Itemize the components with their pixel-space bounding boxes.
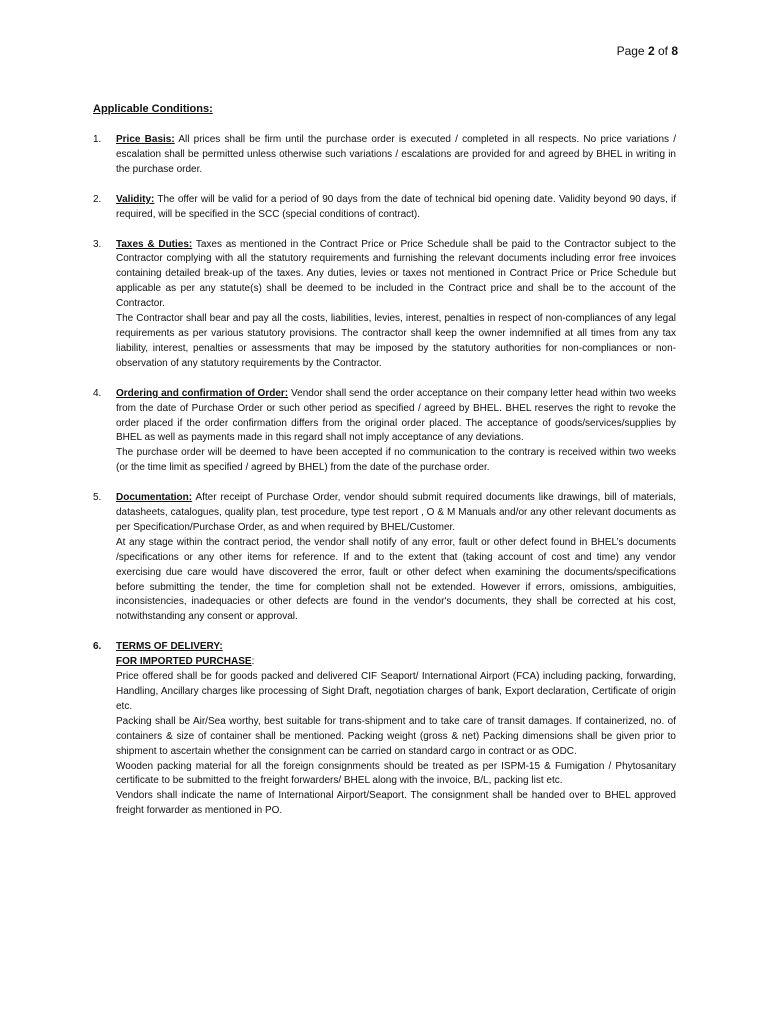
item-number: 1. — [93, 134, 102, 145]
item-paragraph: Validity: The offer will be valid for a period of 90 days from the date of technical bid opening date. Validity beyond 90 days, if required, will be specified in the SCC (special conditions of contract). — [116, 193, 676, 220]
item-title: Ordering and confirmation of Order: — [116, 387, 289, 399]
item-number: 6. — [93, 641, 102, 653]
item-body — [116, 238, 676, 372]
item-paragraph: Taxes & Duties: Taxes as mentioned in the Contract Price or Price Schedule shall be paid to the Contractor subject to the Contractor complying with all the statutory requirements and furnishing the relevant documents including error free invoices containing detailed break-up of the taxes. Any duties, levies or taxes not mentioned in Contract Price or Price Schedule but applicable as per any statute(s) shall be deemed to be included in the Contract price and shall be to the account of the Contractor. — [116, 238, 676, 310]
item-title: Validity: — [116, 193, 155, 205]
item-body — [116, 193, 676, 223]
item-subtitle-line: FOR IMPORTED PURCHASE: — [116, 656, 255, 668]
item-paragraph: Packing shall be Air/Sea worthy, best suitable for trans-shipment and to take care of transit damages. If containerized, no. of containers & size of container shall be mentioned. Packing weight (gross & net) Packing dimensions shall be given prior to shipment to ascertain whether the consignment can be carried on standard cargo in contract or as ODC. — [116, 715, 676, 757]
item-paragraph: Price Basis: All prices shall be firm until the purchase order is executed / completed in all respects. No price variations / escalation shall be permitted unless otherwise such variations / escalations are provided for and agreed by BHEL in writing in the purchase order. — [116, 134, 676, 175]
condition-item — [93, 193, 676, 223]
item-title: Taxes & Duties: — [116, 238, 193, 250]
item-subtitle: FOR IMPORTED PURCHASE — [116, 656, 252, 668]
condition-item — [93, 387, 676, 476]
item-paragraph: The Contractor shall bear and pay all the costs, liabilities, levies, interest, penalties in respect of non-compliances of any legal requirements as per various statutory provisions. The contractor shall keep the owner indemnified at all times from any tax liability, interest, penalties or assessments that may be imposed by the statutory authorities for non-compliances or non-observation of any statutory requirements by the Contractor. — [116, 313, 676, 369]
conditions-list — [93, 133, 676, 819]
condition-item-delivery — [93, 640, 676, 819]
item-paragraph: Wooden packing material for all the foreign consignments should be treated as per ISPM-15 & Fumigation / Phytosanitary certificate to be submitted to the freight forwarders/ BHEL along with the invoice, B/L, packing list etc. — [116, 760, 676, 787]
item-title: Price Basis: — [116, 134, 175, 145]
item-body — [116, 640, 676, 819]
item-body — [116, 491, 676, 625]
condition-item — [93, 491, 676, 625]
item-number: 3. — [93, 238, 102, 250]
item-paragraph: At any stage within the contract period, the vendor shall notify of any error, fault or other defect found in BHEL’s documents /specifications or any other items for reference. If and to the extent that (taking account of cost and time) any vendor exercising due care would have discovered the error, fault or other defect when examining the documents/specifications before submitting the tender, the time for completion shall not be extended. However if errors, omissions, ambiguities, inconsistencies, inadequacies or other defects are found in the vendor's documents, they shall be corrected at his cost, notwithstanding any consent or approval. — [116, 536, 676, 623]
item-body — [116, 387, 676, 476]
condition-item — [93, 133, 676, 178]
item-title: Documentation: — [116, 492, 193, 504]
page-number: Page 2 of 8 — [616, 44, 678, 58]
item-title: TERMS OF DELIVERY: — [116, 641, 223, 653]
item-paragraph: Documentation: After receipt of Purchase Order, vendor should submit required documents like drawings, bill of materials, datasheets, catalogues, quality plan, test procedure, type test report , O & M Manuals and/or any other relevant documents as per Specification/Purchase Order, as and when required by BHEL/Customer. — [116, 492, 676, 533]
item-number: 4. — [93, 387, 102, 399]
item-number: 2. — [93, 193, 102, 205]
item-body — [116, 133, 676, 178]
item-paragraph: Vendors shall indicate the name of International Airport/Seaport. The consignment shall be handed over to BHEL approved freight forwarder as mentioned in PO. — [116, 790, 676, 817]
item-number: 5. — [93, 492, 102, 504]
item-paragraph: Price offered shall be for goods packed and delivered CIF Seaport/ International Airport (FCA) including packing, forwarding, Handling, Ancillary charges like processing of Sight Draft, negotiation charges of bank, Export declaration, Certificate of origin etc. — [116, 671, 676, 712]
section-heading: Applicable Conditions: — [93, 103, 213, 115]
item-paragraph: Ordering and confirmation of Order: Vendor shall send the order acceptance on their company letter head within two weeks from the date of Purchase Order or such other period as specified / agreed by BHEL. BHEL reserves the right to revoke the order placed if the order confirmation differs from the original order placed. The acceptance of goods/services/supplies by BHEL as well as payments made in this regard shall not imply acceptance of any deviations. — [116, 387, 676, 444]
condition-item — [93, 238, 676, 372]
item-paragraph: The purchase order will be deemed to have been accepted if no communication to the contrary is received within two weeks (or the time limit as specified / agreed by BHEL) from the date of the purchase order. — [116, 447, 676, 474]
item-title-line — [116, 640, 676, 655]
